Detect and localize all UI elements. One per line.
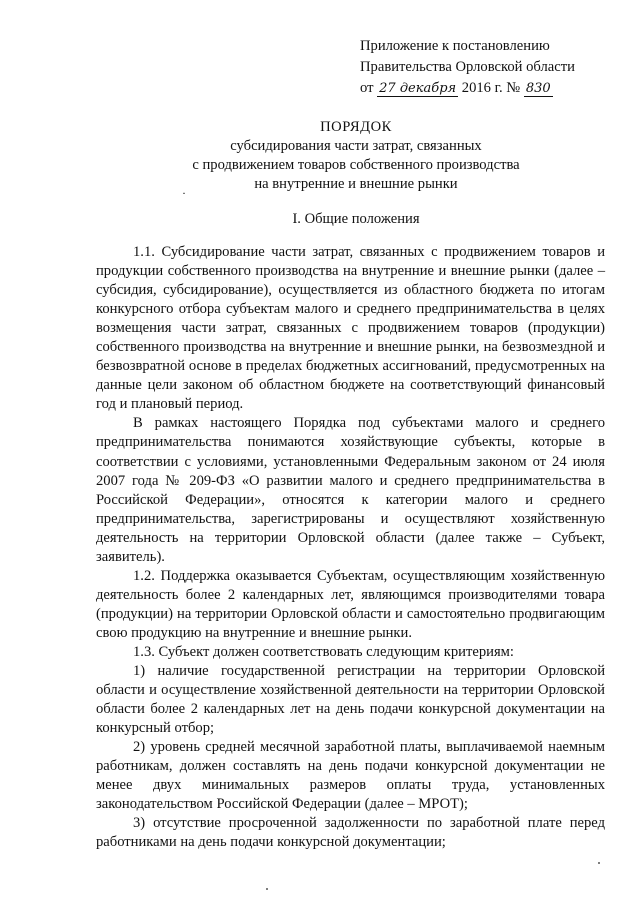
section-heading: I. Общие положения: [292, 211, 420, 227]
appendix-date-line: [360, 78, 620, 99]
criterion-2: 2) уровень средней месячной заработной платы, выплачиваемой наемным работникам, должен составлять на день подачи конкурсной документации не менее двух минимальных размеров оплаты труда, установленных законодательством Российской Федерации (далее – МРОТ);: [96, 739, 605, 813]
criterion-1: 1) наличие государственной регистрации на территории Орловской области и осуществление хозяйственной деятельности на территории Орловской области более 2 календарных лет на день подачи конкурсной документации на конкурсный отбор;: [96, 663, 605, 737]
document-title: [96, 118, 616, 194]
title-line-2: с продвижением товаров собственного производства: [192, 157, 520, 173]
paragraph-definition: В рамках настоящего Порядка под субъектами малого и среднего предпринимательства понимаются хозяйствующие субъекты, которые в соответствии с условиями, установленными Федеральным законом от 24 июля 2007 года № 209-ФЗ «О развитии малого и среднего предпринимательства в Российской Федерации», относятся к категории малого и среднего предпринимательства, зарегистрированы и осуществляют хозяйственную деятельность на территории Орловской области (далее также – Субъект, заявитель).: [96, 415, 605, 565]
title-line-1: субсидирования части затрат, связанных: [230, 138, 482, 154]
paragraph-1-1: 1.1. Субсидирование части затрат, связанных с продвижением товаров и продукции собственного производства на внутренние и внешние рынки (далее – субсидия, субсидирование), осуществляется из областного бюджета по итогам конкурсного отбора субъектам малого и среднего предпринимательства в целях возмещения части затрат, связанных с продвижением товаров (продукции) собственного производства на внутренние и внешние рынки, на безвозмездной и безвозвратной основе в пределах бюджетных ассигнований, предусмотренных на данные цели законом об областном бюджете на соответствующий финансовый год и плановый период.: [96, 244, 605, 413]
date-prefix: от: [360, 80, 374, 96]
stray-mark: ·: [182, 186, 186, 200]
title-line-3: на внутренние и внешние рынки: [254, 176, 458, 192]
appendix-line-1: Приложение к постановлению: [360, 38, 550, 54]
paragraph-1-3: 1.3. Субъект должен соответствовать следующим критериям:: [133, 643, 514, 660]
criterion-3: 3) отсутствие просроченной задолженности по заработной плате перед работниками на день подачи конкурсной документации;: [96, 815, 605, 851]
title-heading: ПОРЯДОК: [320, 119, 392, 135]
handwritten-date: 27 декабря: [379, 81, 457, 96]
date-suffix: 2016 г. №: [461, 80, 521, 96]
appendix-block: [360, 36, 620, 99]
scan-dot: [598, 862, 600, 864]
handwritten-number: 830: [525, 81, 551, 96]
scan-dot: [266, 888, 268, 890]
paragraph-1-2: 1.2. Поддержка оказывается Субъектам, осуществляющим хозяйственную деятельность более 2 календарных лет, являющимся производителями товара (продукции) на территории Орловской области и самостоятельно продвигающим свою продукцию на внутренние и внешние рынки.: [96, 567, 605, 641]
appendix-line-2: Правительства Орловской области: [360, 59, 575, 75]
document-body: [96, 243, 605, 853]
